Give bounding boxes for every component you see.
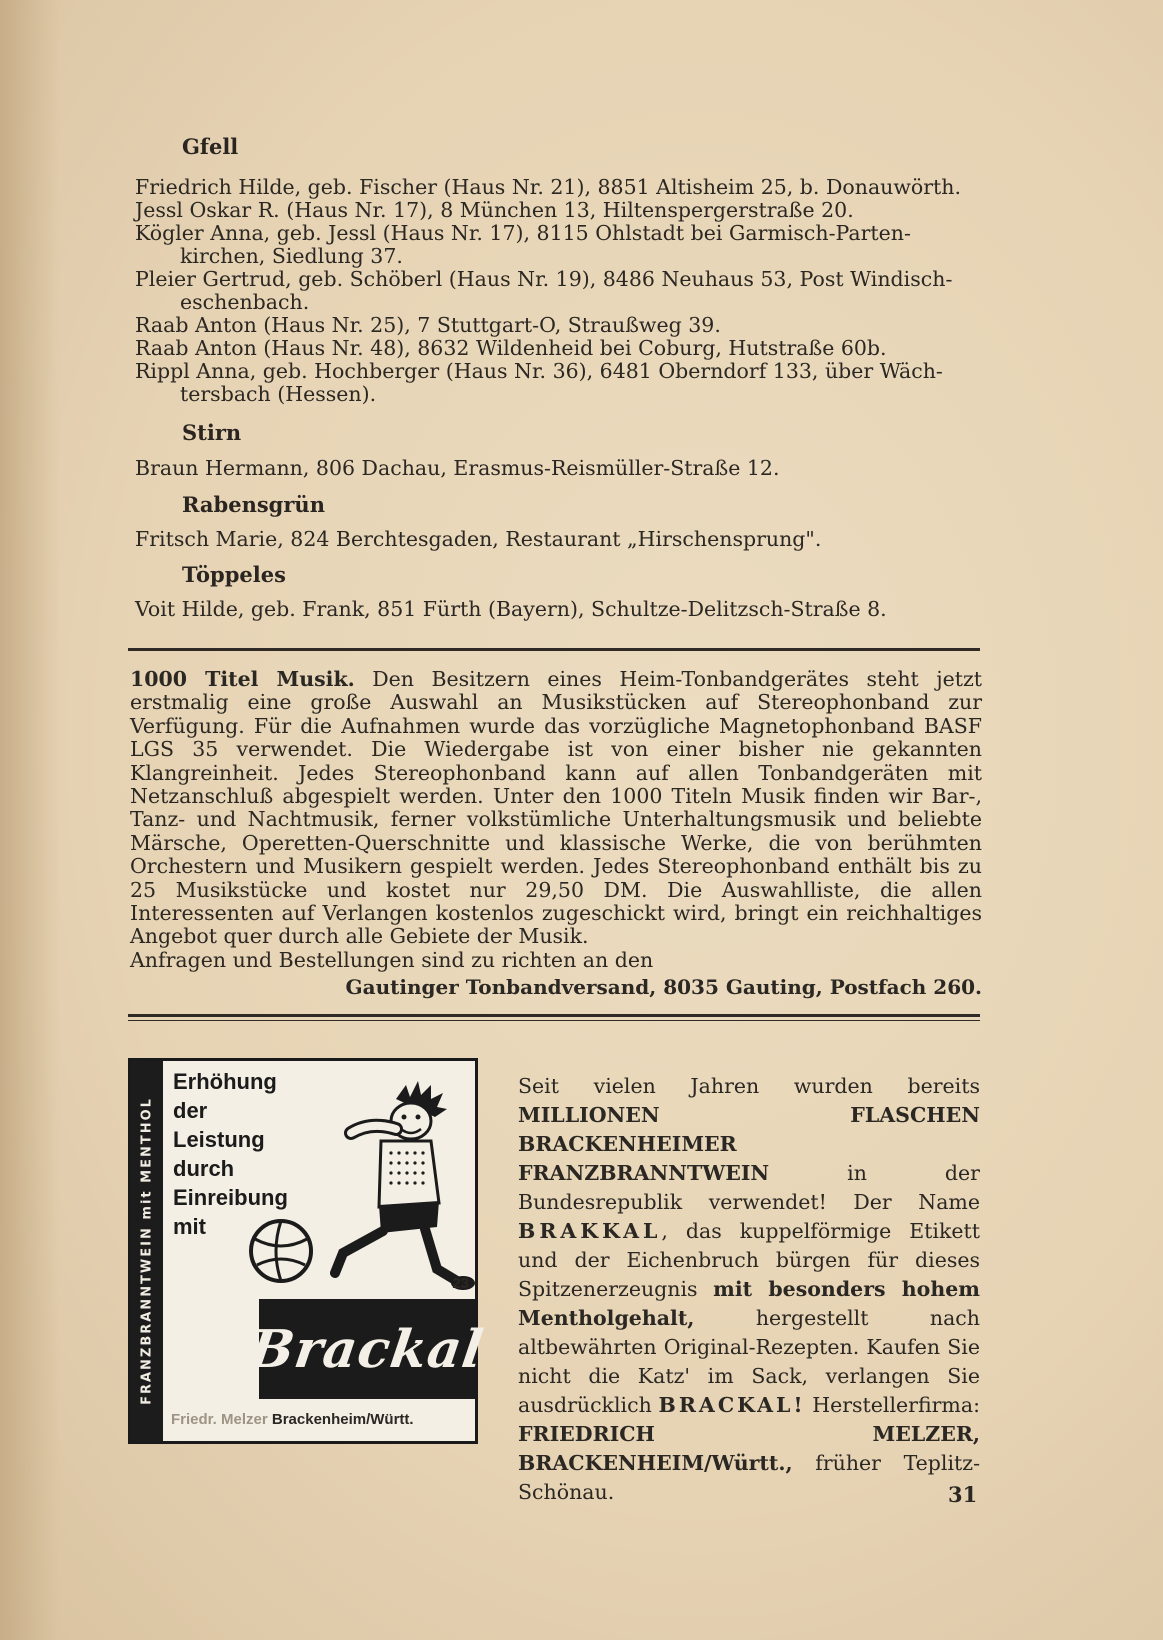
ad-side-bar <box>131 1061 163 1441</box>
brand-logo-box <box>246 1299 488 1399</box>
page-number: 31 <box>948 1482 978 1507</box>
list-item: Kögler Anna, geb. Jessl (Haus Nr. 17), 8115 Ohlstadt bei Garmisch-Parten- kirchen, Siedlung 37. <box>135 221 911 268</box>
list-item: Pleier Gertrud, geb. Schöberl (Haus Nr. 19), 8486 Neuhaus 53, Post Windisch- eschenbach. <box>135 267 953 314</box>
list-item: Braun Hermann, 806 Dachau, Erasmus-Reismüller-Straße 12. <box>135 456 780 480</box>
list-item: Raab Anton (Haus Nr. 25), 7 Stuttgart-O, Straußweg 39. <box>135 313 721 337</box>
ad-number: 23 <box>452 1275 469 1292</box>
ad-maker: Friedr. Melzer Brackenheim/Württ. <box>171 1411 414 1428</box>
section-entries-gfell <box>135 176 995 406</box>
list-item: Friedrich Hilde, geb. Fischer (Haus Nr. 21), 8851 Altisheim 25, b. Donauwörth. <box>135 175 962 199</box>
list-item: Raab Anton (Haus Nr. 48), 8632 Wildenheid bei Coburg, Hutstraße 60b. <box>135 336 887 360</box>
divider-bottom-thin <box>128 1020 980 1021</box>
music-ad-body: Den Besitzern eines Heim-Tonbandgerätes steht jetzt erstmalig eine große Auswahl an Musikstücken auf Stereophonband zur Verfügung. Für die Aufnahmen wurde das vorzügliche Magnetophonband BASF LGS 35 verwendet. Die Wiedergabe ist von einer bisher nie gekannten Klangreinheit. Jedes Stereophonband kann auf allen Tonbandgeräten mit Netzanschluß abgespielt werden. Unter den 1000 Titeln Musik finden wir Bar-, Tanz- und Nachtmusik, ferner volkstümliche Unterhaltungsmusik und beliebte Märsche, Operetten-Querschnitte und klassische Werke, die von berühmten Orchestern und Musikern gespielt werden. Jedes Stereophonband enthält bis zu 25 Musikstücke und kostet nur 29,50 DM. Die Auswahlliste, die allen Interessenten auf Verlangen kostenlos zugeschickt wird, bringt ein reichhaltiges Angebot quer durch alle Gebiete der Musik. <box>130 667 982 949</box>
section-heading-rabensgruen: Rabensgrün <box>182 492 325 517</box>
brackal-ad-text: Seit vielen Jahren wurden bereits MILLIONEN FLASCHEN BRACKENHEIMER FRANZBRANNTWEIN in der Bundesrepublik verwendet! Der Name BRAKKAL, das kuppelförmige Etikett und der Eichenbruch bürgen für dieses Spitzenerzeugnis mit besonders hohem Mentholgehalt, hergestellt nach altbewährten Original-Rezepten. Kaufen Sie nicht die Katz' im Sack, verlangen Sie ausdrücklich BRACKAL! Herstellerfirma: FRIEDRICH MELZER, BRACKENHEIM/Württ., früher Teplitz-Schönau. <box>518 1074 980 1504</box>
section-heading-toeppeles: Töppeles <box>182 562 286 587</box>
section-entries-stirn <box>135 457 995 480</box>
brackal-ad-box <box>128 1058 488 1444</box>
music-ad-address: Gautinger Tonbandversand, 8035 Gauting, Postfach 260. <box>345 975 982 999</box>
list-item: Fritsch Marie, 824 Berchtesgaden, Restaurant „Hirschensprung". <box>135 527 822 551</box>
divider-bottom <box>128 1014 980 1017</box>
section-heading-stirn: Stirn <box>182 420 242 445</box>
ad-headline: Erhöhung der Leistung durch Einreibung mit <box>173 1069 288 1239</box>
section-entries-toeppeles <box>135 598 995 621</box>
list-item: Rippl Anna, geb. Hochberger (Haus Nr. 36), 6481 Oberndorf 133, über Wäch- tersbach (Hessen). <box>135 359 943 406</box>
music-ad-lead: 1000 Titel Musik. <box>130 667 355 691</box>
list-item: Voit Hilde, geb. Frank, 851 Fürth (Bayern), Schultze-Delitzsch-Straße 8. <box>135 597 887 621</box>
section-heading-gfell: Gfell <box>182 134 239 159</box>
list-item: Jessl Oskar R. (Haus Nr. 17), 8 München 13, Hiltenspergerstraße 20. <box>135 198 854 222</box>
divider-top <box>128 648 980 651</box>
music-ad-closing: Anfragen und Bestellungen sind zu richten an den <box>130 947 654 972</box>
section-entries-rabensgruen <box>135 528 995 551</box>
football-player-illustration <box>211 1069 476 1314</box>
brand-logo: Brackal <box>246 1318 488 1380</box>
music-ad-text <box>130 668 982 972</box>
ad-side-text: FRANZBRANNTWEIN mit MENTHOL <box>139 1097 155 1405</box>
